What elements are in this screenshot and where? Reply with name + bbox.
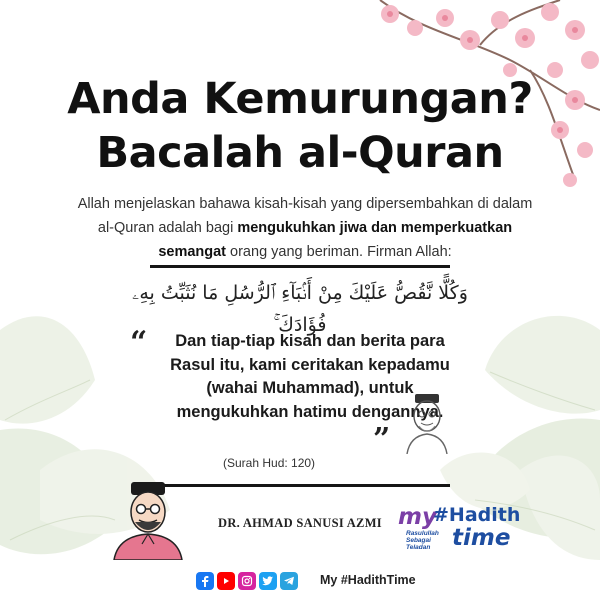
- facebook-icon[interactable]: [196, 572, 214, 590]
- twitter-icon[interactable]: [259, 572, 277, 590]
- logo-tagline: Rasulullah Sebagai Teladan: [406, 530, 439, 551]
- poster-title: [0, 72, 600, 180]
- close-quote-mark: ”: [373, 422, 391, 457]
- logo-time: time: [452, 525, 511, 551]
- title-line-1: Anda Kemurungan?: [67, 74, 533, 124]
- intro-emphasis: mengukuhkan jiwa dan memperkuatkan semangat: [158, 220, 513, 260]
- myhadithtime-logo: [398, 500, 528, 558]
- divider-top: [150, 265, 450, 268]
- translation-text: Dan tiap-tiap kisah dan berita para Rasul itu, kami ceritakan kepadamu (wahai Muhammad), untuk mengukuhkan hatimu dengannya.: [170, 332, 450, 421]
- open-quote-mark: “: [130, 325, 148, 360]
- social-handle: My #HadithTime: [320, 573, 416, 587]
- title-line-2: Bacalah al-Quran: [96, 128, 504, 178]
- intro-text-2: orang yang beriman. Firman Allah:: [226, 244, 452, 260]
- logo-hadith: #Hadith: [433, 504, 521, 526]
- author-name: DR. AHMAD SANUSI AZMI: [218, 516, 382, 530]
- divider-bottom: [150, 484, 450, 487]
- author-sketch-small: [402, 392, 452, 454]
- intro-paragraph: [70, 192, 540, 264]
- instagram-icon[interactable]: [238, 572, 256, 590]
- arabic-verse: وَكُلًّا نَّقُصُّ عَلَيْكَ مِنْ أَنۢبَآءِ ٱلرُّسُلِ مَا نُثَبِّتُ بِهِۦ فُؤَادَكَ ۚ: [132, 282, 468, 336]
- youtube-icon[interactable]: [217, 572, 235, 590]
- social-icons: [196, 572, 298, 590]
- surah-citation: (Surah Hud: 120): [223, 456, 316, 470]
- intro-text-1: Allah menjelaskan bahawa kisah-kisah yang dipersembahkan di dalam al-Quran adalah bagi: [77, 196, 533, 236]
- author-caricature: [110, 478, 186, 560]
- logo-my: my: [398, 504, 437, 530]
- telegram-icon[interactable]: [280, 572, 298, 590]
